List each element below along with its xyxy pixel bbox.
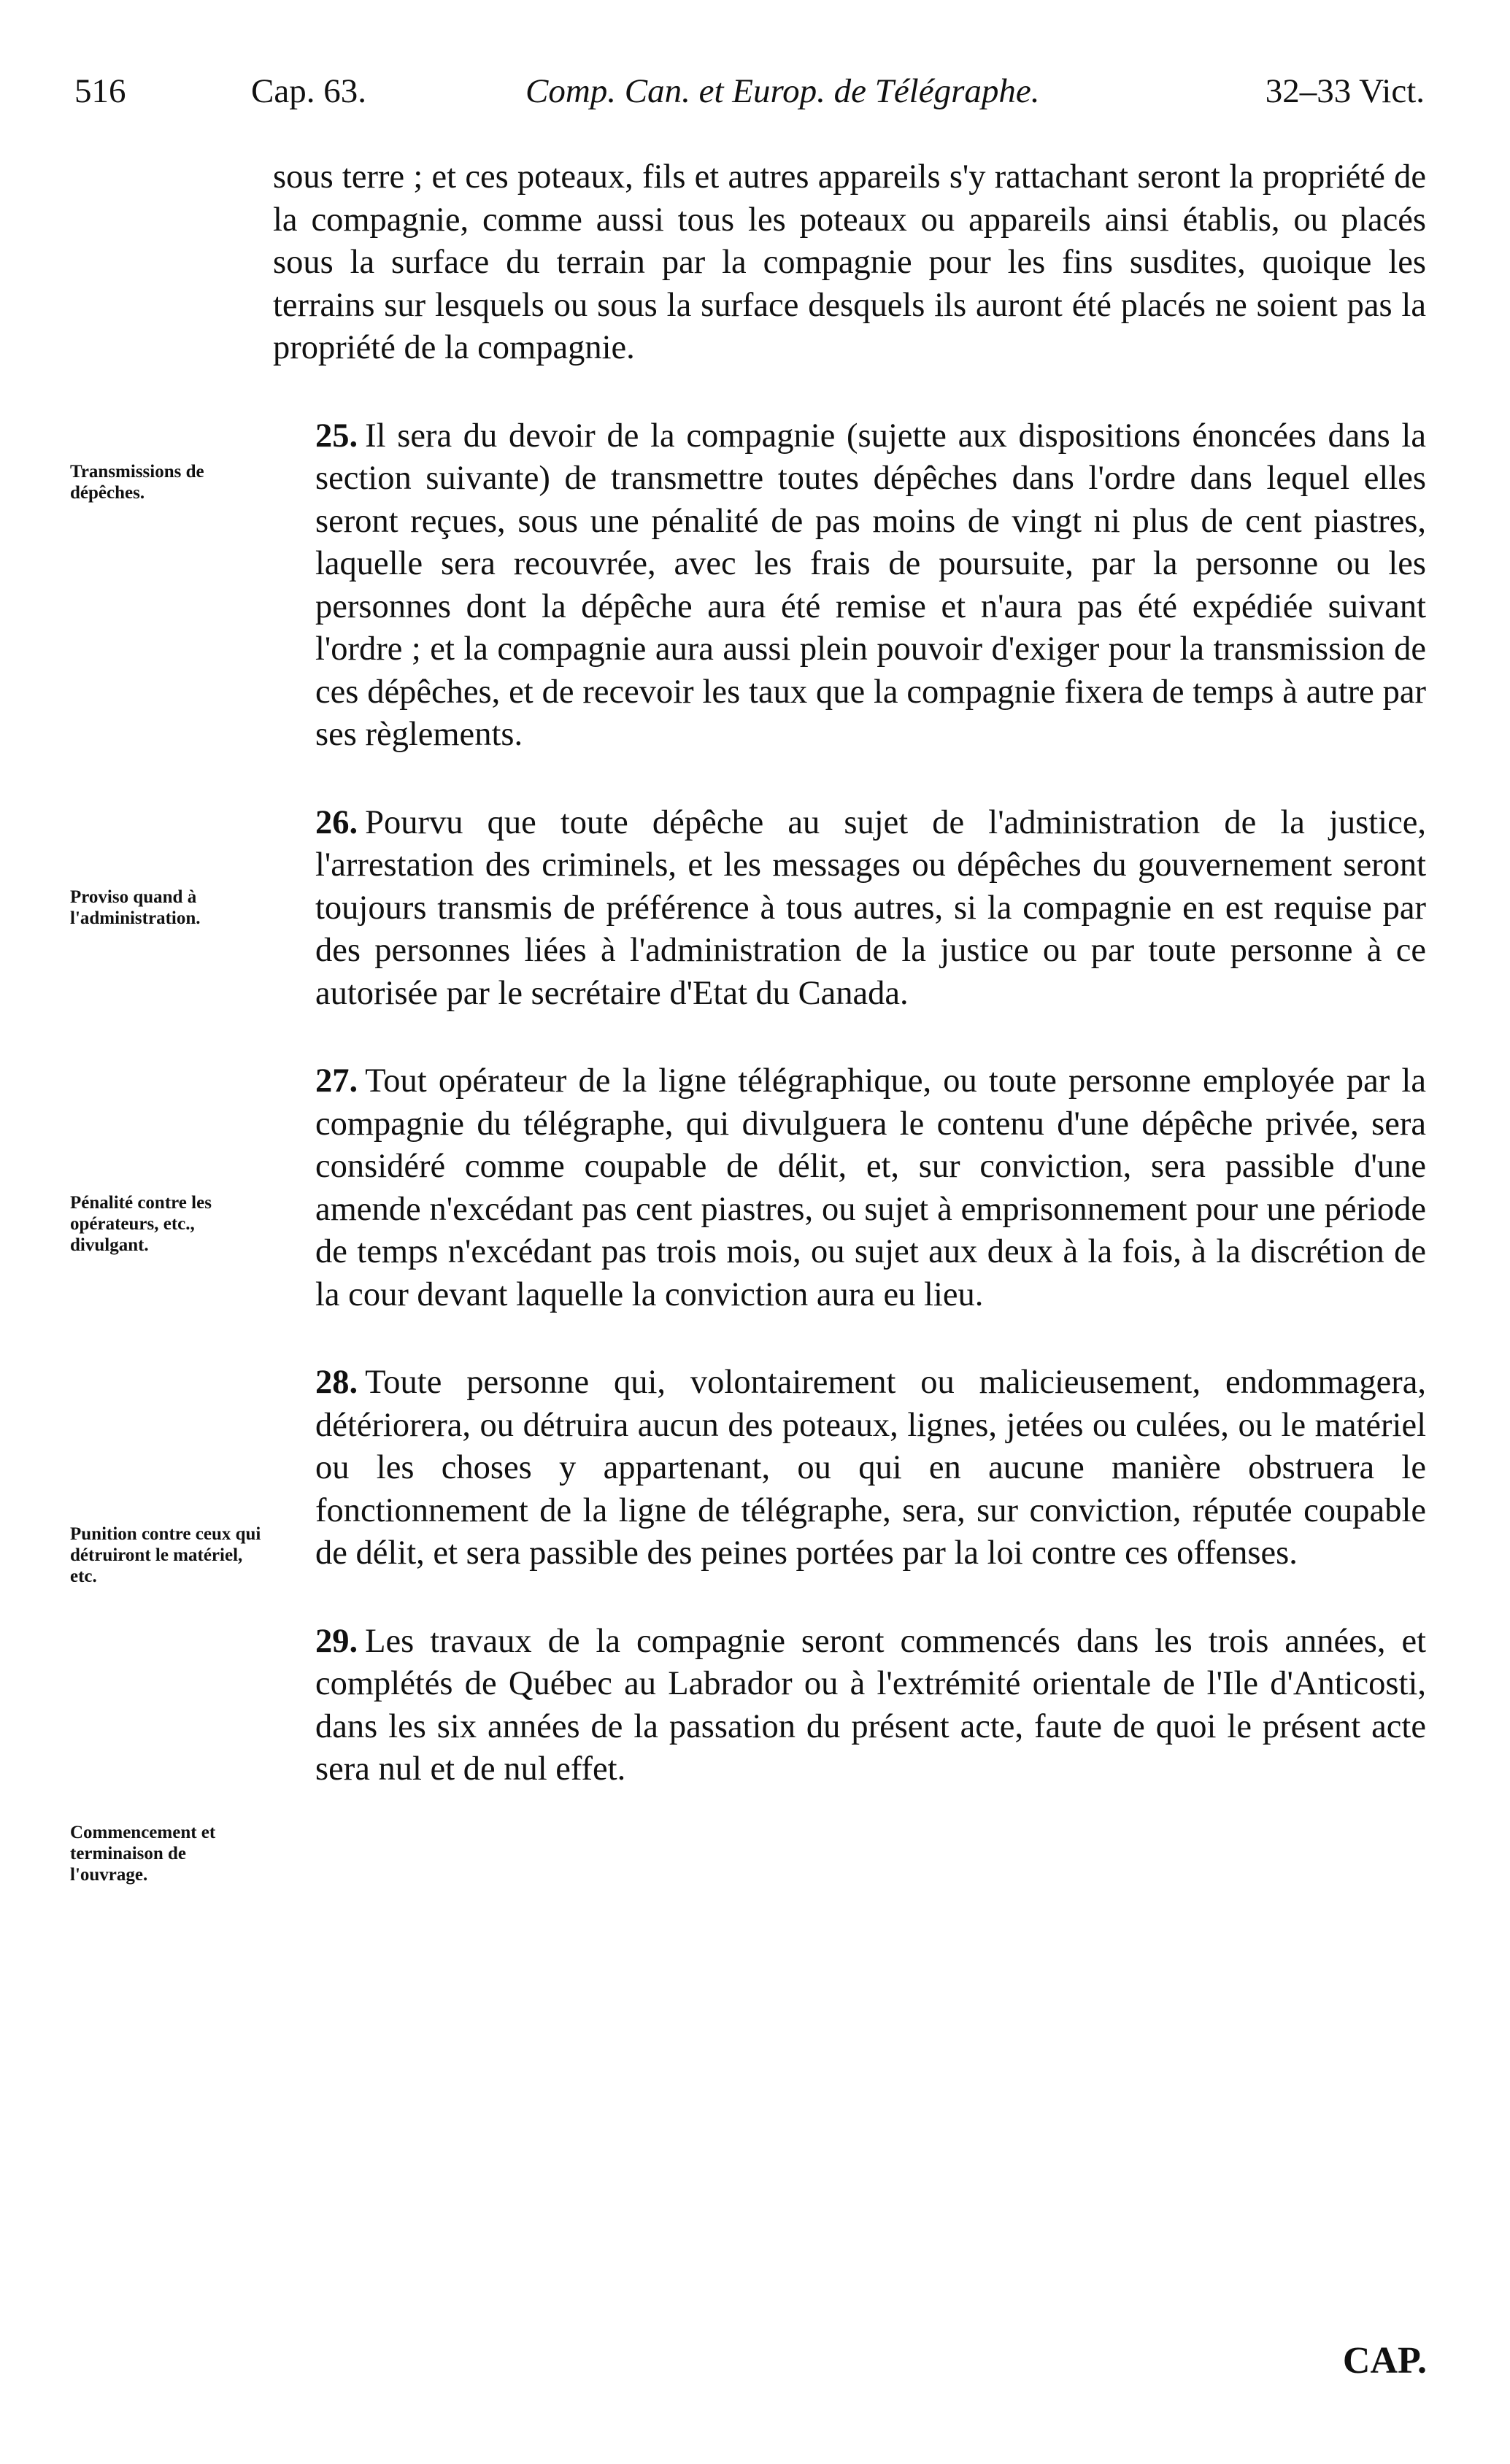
section-text: Les travaux de la compagnie seront commencés dans les trois années, et complétés de Québec au Labrador ou à l'extrémité orientale de l'Ile d'Anticosti, dans les six années de la passation du présent acte, faute de quoi le présent acte sera nul et de nul effet. [315, 1622, 1426, 1788]
section-number: 27. [315, 1062, 358, 1100]
margin-note-29: Commencement et terminaison de l'ouvrage. [70, 1823, 216, 1885]
section-28 [273, 1362, 1426, 1575]
margin-note-27: Pénalité contre les opérateurs, etc., divulgant. [70, 1193, 212, 1255]
section-text: Tout opérateur de la ligne télégraphique, ou toute personne employée par la compagnie du télégraphe, qui divulguera le contenu d'une dépêche privée, sera considéré comme coupable de délit, et, sur conviction, sera passible d'une amende n'excédant pas cent piastres, ou sujet à emprisonnement pour une période de temps n'excédant pas trois mois, ou sujet aux deux à la fois, à la discrétion de la cour devant laquelle la conviction aura eu lieu. [315, 1062, 1426, 1313]
section-26 [273, 802, 1426, 1016]
section-29 [273, 1621, 1426, 1791]
section-number: 26. [315, 803, 358, 841]
section-text: Pourvu que toute dépêche au sujet de l'administration de la justice, l'arrestation des criminels, et les messages ou dépêches du gouvernement seront toujours transmis de préférence à tous autres, si la compagnie en est requise par des personnes liées à l'administration de la justice ou par toute personne à ce autorisée par le secrétaire d'Etat du Canada. [315, 803, 1426, 1012]
section-number: 28. [315, 1364, 358, 1401]
page-body [273, 156, 1426, 1791]
section-text: Il sera du devoir de la compagnie (sujette aux dispositions énoncées dans la section suivante) de transmettre toutes dépêches dans l'ordre dans lequel elles seront reçues, sous une pénalité de pas moins de vingt ni plus de cent piastres, laquelle sera recouvrée, avec les frais de poursuite, par la personne ou les personnes dont la dépêche aura été remise et n'aura pas été expédiée suivant l'ordre ; et la compagnie aura aussi plein pouvoir d'exiger pour la transmission de ces dépêches, et de recevoir les taux que la compagnie fixera de temps à autre par ses règlements. [315, 417, 1426, 753]
running-title: Comp. Can. et Europ. de Télégraphe. [525, 72, 1040, 110]
catchword: CAP. [1342, 2340, 1427, 2382]
page-number: 516 [74, 72, 126, 110]
regnal-year: 32–33 Vict. [1265, 72, 1425, 110]
margin-note-28: Punition contre ceux qui détruiront le matériel, etc. [70, 1524, 261, 1586]
running-header [74, 72, 1425, 118]
margin-note-26: Proviso quand à l'administration. [70, 887, 201, 928]
section-number: 25. [315, 417, 358, 455]
section-text: Toute personne qui, volontairement ou malicieusement, endommagera, détériorera, ou détruira aucun des poteaux, lignes, jetées ou culées, ou le matériel ou les choses y appartenant, ou qui en aucune manière obstruera le fonctionnement de la ligne de télégraphe, sera, sur conviction, réputée coupable de délit, et sera passible des peines portées par la loi contre ces offenses. [315, 1364, 1426, 1572]
continuation-paragraph: sous terre ; et ces poteaux, fils et autres appareils s'y rattachant seront la propriété de la compagnie, comme aussi tous les poteaux ou appareils ainsi établis, ou placés sous la surface du terrain par la compagnie pour les fins susdites, quoique les terrains sur lesquels ou sous la surface desquels ils auront été placés ne soient pas la propriété de la compagnie. [273, 158, 1426, 366]
margin-note-25: Transmissions de dépêches. [70, 462, 204, 503]
section-27 [273, 1060, 1426, 1316]
section-25 [273, 415, 1426, 757]
chapter-label: Cap. 63. [251, 72, 366, 110]
section-number: 29. [315, 1622, 358, 1660]
